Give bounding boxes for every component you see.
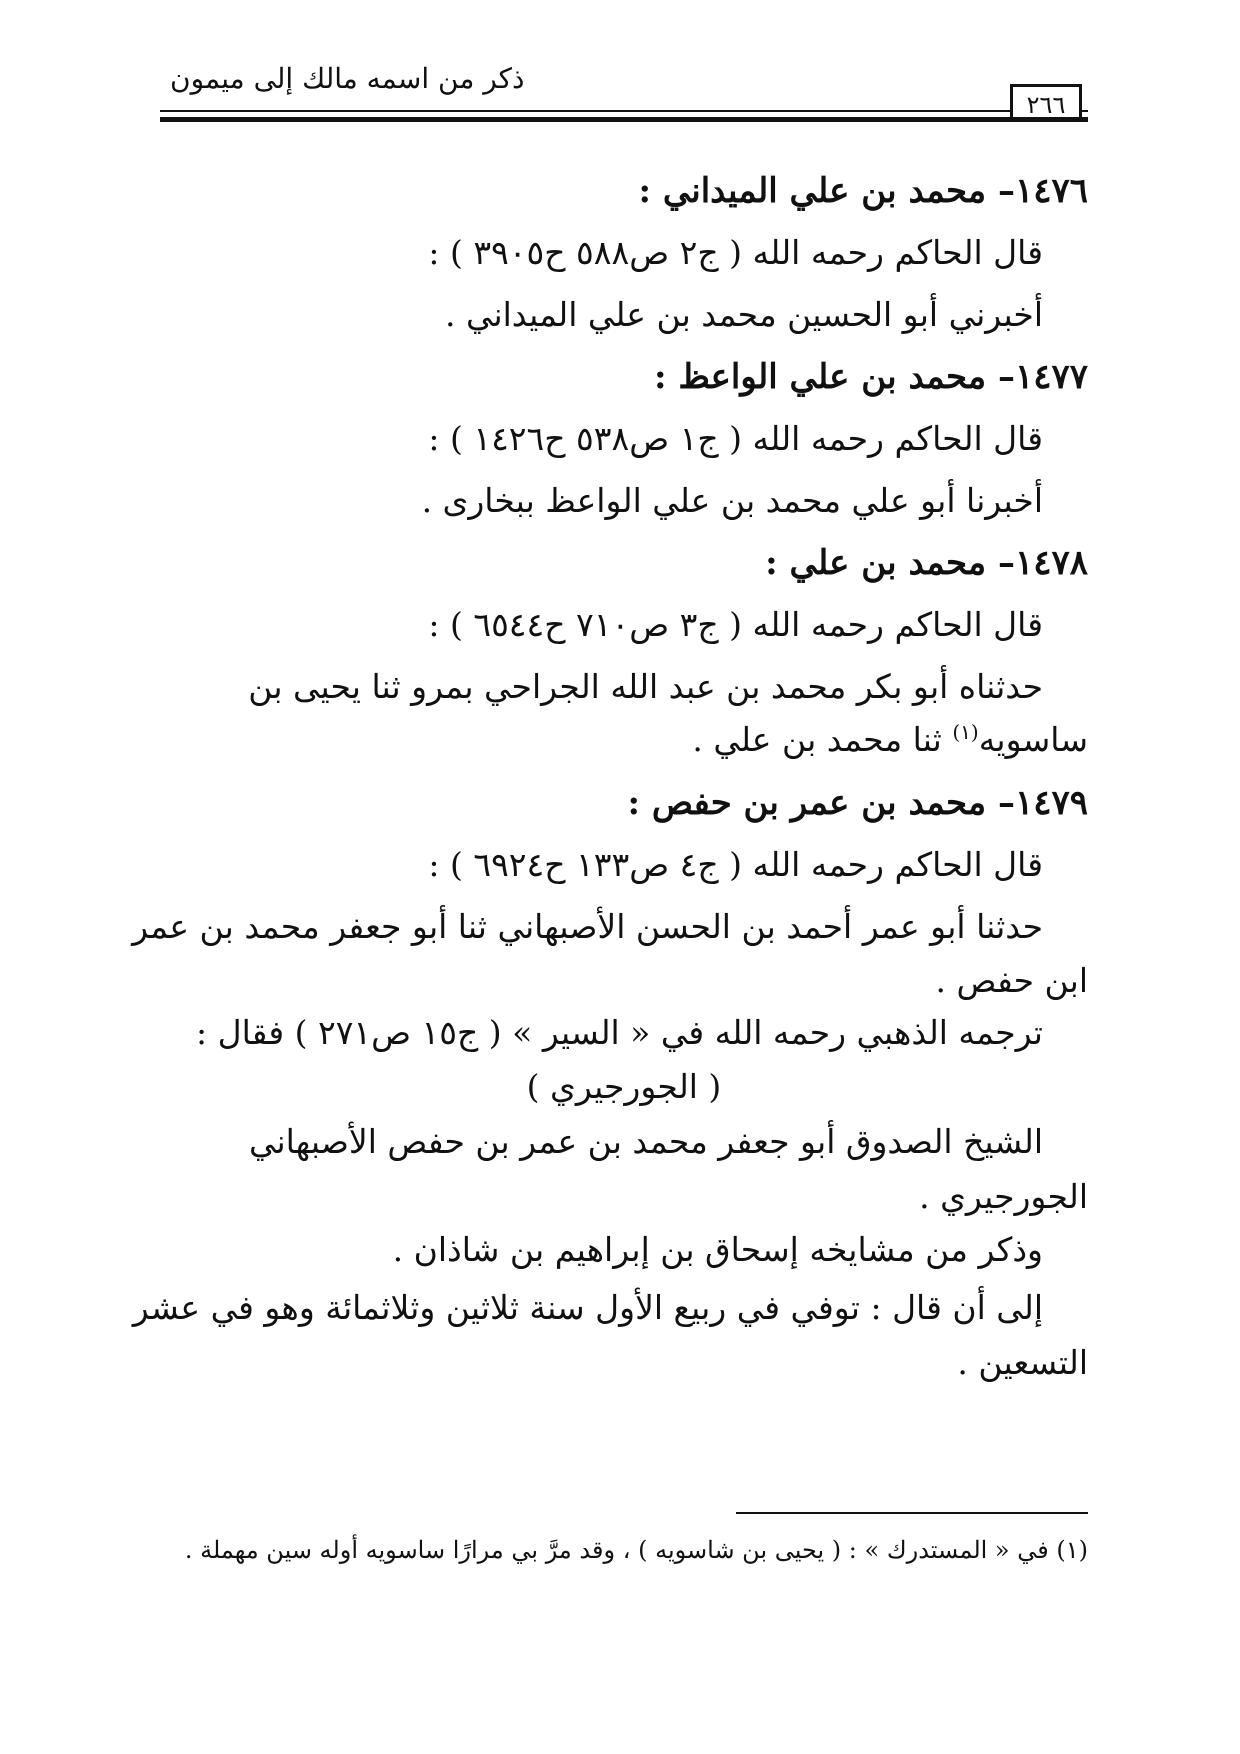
entry-heading bbox=[160, 160, 1088, 222]
entry-heading bbox=[160, 346, 1088, 408]
running-title: ذكر من اسمه مالك إلى ميمون bbox=[170, 62, 525, 95]
header-rule-thick bbox=[160, 117, 1088, 122]
footnote-reference: (١) bbox=[952, 720, 979, 744]
entry-source: قال الحاكم رحمه الله ( ج٢ ص٥٨٨ ح٣٩٠٥ ) : bbox=[428, 233, 1043, 272]
entry-number: ١٤٧٦ bbox=[1014, 171, 1088, 211]
bio-line: الشيخ الصدوق أبو جعفر محمد بن عمر بن حفص الأصبهاني bbox=[248, 1122, 1043, 1161]
teachers-line: وذكر من مشايخه إسحاق بن إبراهيم بن شاذان . bbox=[392, 1230, 1043, 1269]
entry-source: قال الحاكم رحمه الله ( ج٤ ص١٣٣ ح٦٩٢٤ ) : bbox=[428, 845, 1043, 884]
page-number: ٢٦٦ bbox=[1010, 84, 1082, 120]
entry-name: – محمد بن علي : bbox=[765, 543, 1015, 583]
entry-number: ١٤٧٩ bbox=[1014, 783, 1088, 823]
footnote-marker: (١) bbox=[1056, 1536, 1088, 1564]
entry-text: أخبرنا أبو علي محمد بن علي الواعظ ببخارى . bbox=[421, 481, 1043, 520]
entry-text-line: ابن حفص . bbox=[935, 961, 1088, 1000]
page-body bbox=[132, 160, 1088, 1388]
entry-text-segment: ثنا محمد بن علي . bbox=[692, 720, 953, 759]
entry-text-line bbox=[160, 718, 1088, 762]
entry-heading bbox=[160, 532, 1088, 594]
entry-source: قال الحاكم رحمه الله ( ج١ ص٥٣٨ ح١٤٢٦ ) : bbox=[428, 419, 1043, 458]
entry-heading bbox=[160, 772, 1088, 834]
dhahabi-title: ( الجورجيري ) bbox=[526, 1067, 722, 1106]
entry-text-line: حدثنا أبو عمر أحمد بن الحسن الأصبهاني ثنا أبو جعفر محمد بن عمر bbox=[132, 907, 1043, 946]
entry-number: ١٤٧٧ bbox=[1014, 357, 1088, 397]
death-line: إلى أن قال : توفي في ربيع الأول سنة ثلاثين وثلاثمائة وهو في عشر bbox=[132, 1288, 1043, 1327]
entry-name: – محمد بن عمر بن حفص : bbox=[627, 783, 1015, 823]
footnote-divider bbox=[736, 1512, 1088, 1514]
entry-name: – محمد بن علي الواعظ : bbox=[653, 357, 1015, 397]
footnote-text: في « المستدرك » : ( يحيى بن شاسويه ) ، وقد مرَّ بي مرارًا ساسويه أوله سين مهملة . bbox=[184, 1536, 1049, 1564]
entry-text: أخبرني أبو الحسين محمد بن علي الميداني . bbox=[444, 295, 1043, 334]
entry-number: ١٤٧٨ bbox=[1014, 543, 1088, 583]
header-rule-thin bbox=[160, 110, 1088, 112]
entry-text-line: حدثناه أبو بكر محمد بن عبد الله الجراحي بمرو ثنا يحيى بن bbox=[248, 667, 1043, 706]
dhahabi-intro: ترجمه الذهبي رحمه الله في « السير » ( ج١٥ ص٢٧١ ) فقال : bbox=[196, 1013, 1043, 1052]
entry-name: – محمد بن علي الميداني : bbox=[638, 171, 1015, 211]
running-header bbox=[160, 60, 1088, 150]
footnote bbox=[160, 1530, 1088, 1570]
entry-source: قال الحاكم رحمه الله ( ج٣ ص٧١٠ ح٦٥٤٤ ) : bbox=[428, 605, 1043, 644]
entry-text-segment: ساسويه bbox=[978, 720, 1088, 759]
bio-line: الجورجيري . bbox=[919, 1177, 1088, 1216]
death-line: التسعين . bbox=[957, 1343, 1088, 1382]
